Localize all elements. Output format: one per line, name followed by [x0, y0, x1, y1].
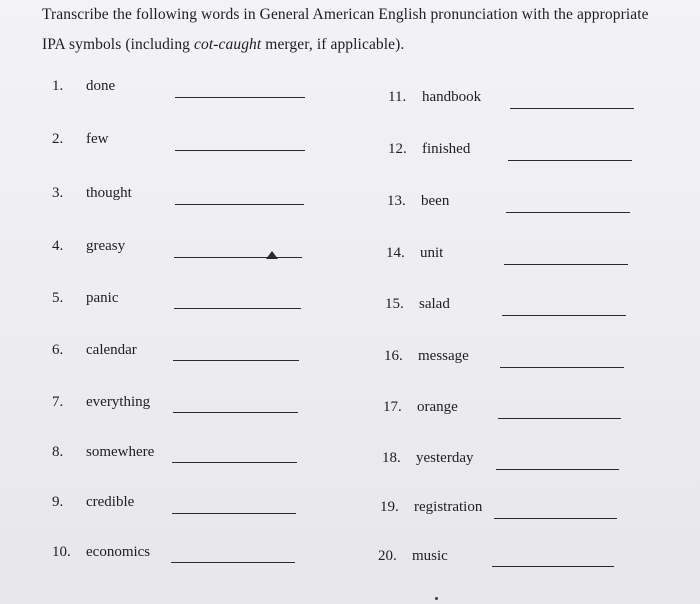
list-item-9: [52, 494, 134, 511]
instructions-emphasis: cot-caught: [194, 36, 262, 53]
item-word: finished: [422, 141, 471, 157]
answer-blank-6[interactable]: [173, 360, 299, 361]
item-word: greasy: [86, 238, 126, 254]
list-item-11: [388, 89, 481, 106]
instructions-line-2-end: merger, if applicable).: [261, 36, 405, 53]
item-word: salad: [419, 296, 450, 312]
item-number: 9.: [52, 494, 64, 510]
item-word: credible: [86, 494, 135, 510]
item-word: been: [421, 193, 450, 209]
item-word: message: [418, 348, 469, 364]
item-word: somewhere: [86, 444, 155, 460]
item-number: 10.: [52, 544, 71, 560]
answer-blank-15[interactable]: [502, 315, 626, 316]
item-word: unit: [420, 245, 444, 261]
item-number: 15.: [385, 296, 404, 312]
item-word: few: [86, 131, 109, 147]
item-number: 18.: [382, 450, 401, 466]
answer-blank-10[interactable]: [171, 562, 295, 563]
list-item-5: [52, 290, 118, 307]
item-word: economics: [86, 544, 151, 560]
item-word: handbook: [422, 89, 482, 105]
list-item-19: [380, 499, 482, 516]
answer-blank-19[interactable]: [494, 518, 617, 519]
item-number: 7.: [52, 394, 64, 410]
item-number: 17.: [383, 399, 402, 415]
answer-blank-20[interactable]: [492, 566, 614, 567]
list-item-7: [52, 394, 150, 411]
item-number: 16.: [384, 348, 403, 364]
instructions-line-2-start: IPA symbols (including: [42, 36, 195, 53]
instructions-line-2: [42, 36, 404, 54]
list-item-15: [385, 296, 450, 313]
list-item-3: [52, 185, 132, 202]
answer-blank-16[interactable]: [500, 367, 624, 368]
list-item-13: [387, 193, 449, 210]
item-number: 3.: [52, 185, 64, 201]
answer-blank-17[interactable]: [498, 418, 621, 419]
item-number: 20.: [378, 548, 397, 564]
answer-blank-9[interactable]: [172, 513, 296, 514]
answer-blank-12[interactable]: [508, 160, 632, 161]
item-number: 2.: [52, 131, 64, 147]
item-number: 6.: [52, 342, 64, 358]
item-word: calendar: [86, 342, 137, 358]
list-item-18: [382, 450, 473, 467]
item-number: 4.: [52, 238, 64, 254]
item-word: done: [86, 78, 116, 94]
item-number: 5.: [52, 290, 64, 306]
item-number: 14.: [386, 245, 405, 261]
list-item-20: [378, 548, 448, 565]
list-item-6: [52, 342, 137, 359]
answer-blank-8[interactable]: [172, 462, 297, 463]
list-item-4: [52, 238, 125, 255]
item-number: 12.: [388, 141, 407, 157]
item-word: orange: [417, 399, 458, 415]
answer-blank-13[interactable]: [506, 212, 630, 213]
answer-blank-3[interactable]: [175, 204, 304, 205]
answer-blank-5[interactable]: [174, 308, 301, 309]
list-item-17: [383, 399, 458, 416]
item-word: registration: [414, 499, 483, 515]
answer-blank-18[interactable]: [496, 469, 619, 470]
list-item-10: [52, 544, 150, 561]
item-word: music: [412, 548, 448, 564]
answer-blank-14[interactable]: [504, 264, 628, 265]
answer-blank-1[interactable]: [175, 97, 305, 98]
item-word: panic: [86, 290, 119, 306]
answer-blank-7[interactable]: [173, 412, 298, 413]
list-item-2: [52, 131, 109, 148]
answer-blank-2[interactable]: [175, 150, 305, 151]
item-word: yesterday: [416, 450, 474, 466]
item-number: 8.: [52, 444, 64, 460]
item-word: thought: [86, 185, 132, 201]
item-number: 1.: [52, 78, 64, 94]
list-item-14: [386, 245, 443, 262]
answer-blank-4[interactable]: [174, 257, 302, 258]
list-item-12: [388, 141, 470, 158]
pen-mark-icon: [266, 251, 278, 259]
list-item-16: [384, 348, 469, 365]
answer-blank-11[interactable]: [510, 108, 634, 109]
paper-speck: [435, 597, 438, 600]
list-item-8: [52, 444, 154, 461]
list-item-1: [52, 78, 115, 95]
item-number: 13.: [387, 193, 406, 209]
item-number: 19.: [380, 499, 399, 515]
item-word: everything: [86, 394, 151, 410]
item-number: 11.: [388, 89, 407, 105]
instructions-line-1: Transcribe the following words in General American English pronunciation with the appropriate: [42, 6, 649, 23]
